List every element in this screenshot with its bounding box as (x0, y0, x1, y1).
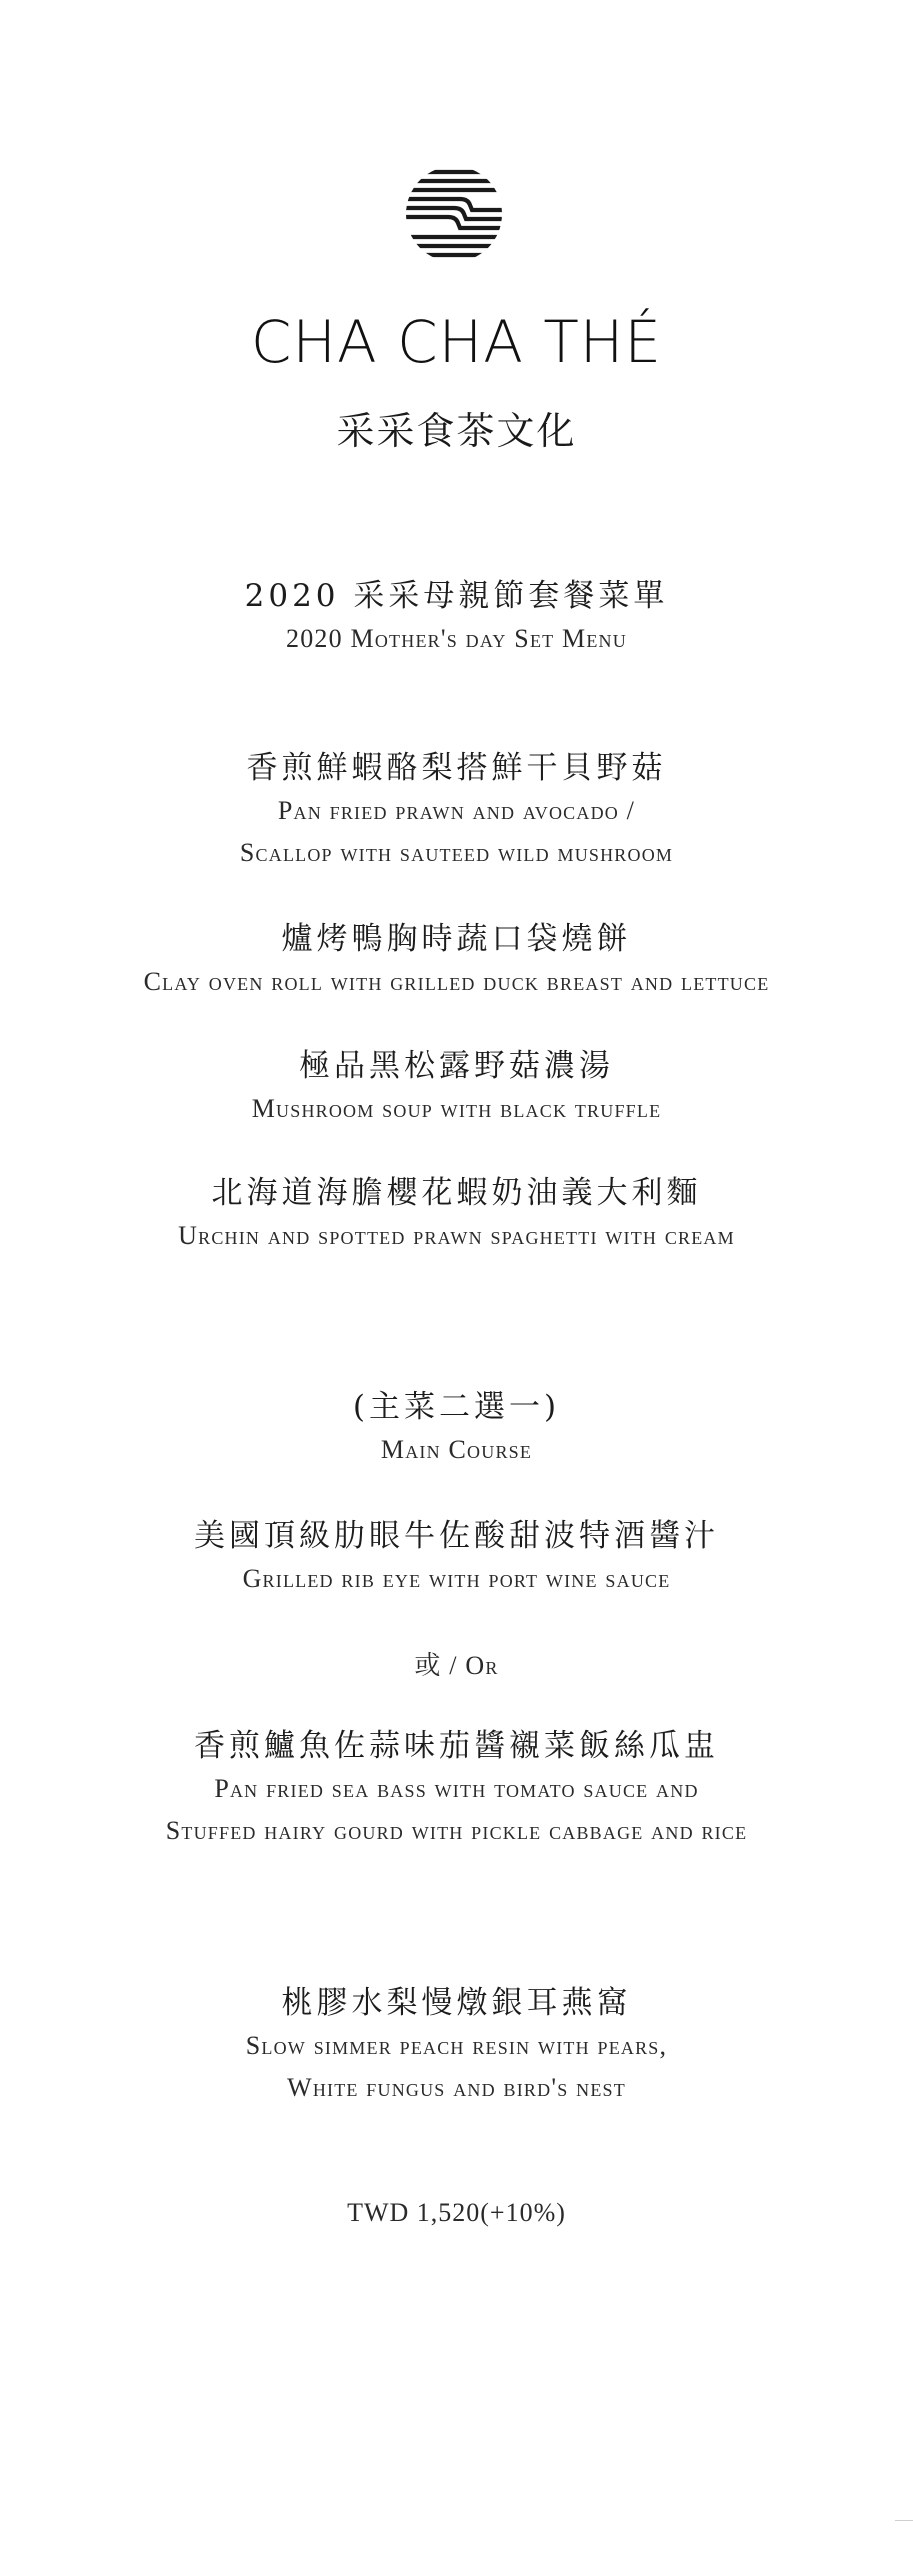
course-2-english: Clay oven roll with grilled duck breast and lettuce (143, 967, 770, 996)
course-4-english: Urchin and spotted prawn spaghetti with cream (178, 1221, 735, 1250)
course-1-english-line-2: Scallop with sauteed wild mushroom (239, 838, 674, 867)
course-3-chinese: 極品黑松露野菇濃湯 (299, 1048, 614, 1084)
dessert-chinese: 桃膠水梨慢燉銀耳燕窩 (281, 1985, 632, 2021)
dessert-english-line-2: White fungus and bird's nest (287, 2073, 626, 2102)
main-option-1-english: Grilled rib eye with port wine sauce (242, 1564, 671, 1593)
or-separator: 或 / Or (414, 1651, 499, 1680)
main-option-2-english-line-2: Stuffed hairy gourd with pickle cabbage and rice (165, 1816, 748, 1845)
course-3-english: Mushroom soup with black truffle (251, 1094, 662, 1123)
course-2-chinese: 爐烤鴨胸時蔬口袋燒餅 (281, 921, 632, 957)
page-edge-mark (895, 2520, 913, 2521)
main-option-2-english-line-1: Pan fried sea bass with tomato sauce and (214, 1774, 699, 1803)
main-course-heading-english: Main Course (380, 1435, 533, 1464)
course-1-english-line-1: Pan fried prawn and avocado / (277, 796, 636, 825)
dessert-english-line-1: Slow simmer peach resin with pears, (245, 2031, 668, 2060)
course-1-chinese: 香煎鮮蝦酪梨搭鮮干貝野菇 (246, 750, 667, 786)
main-option-2-chinese: 香煎鱸魚佐蒜味茄醬襯菜飯絲瓜盅 (194, 1728, 719, 1764)
main-course-heading-chinese: (主菜二選一) (352, 1389, 561, 1425)
wave-circle-logo (404, 164, 504, 264)
brand-name-chinese: 采采食茶文化 (336, 409, 577, 453)
menu-title-english: 2020 Mother's day Set Menu (286, 624, 627, 653)
price: TWD 1,520(+10%) (347, 2198, 566, 2227)
main-option-1-chinese: 美國頂級肋眼牛佐酸甜波特酒醬汁 (194, 1518, 719, 1554)
course-4-chinese: 北海道海膽櫻花蝦奶油義大利麵 (211, 1175, 702, 1211)
menu-title-chinese: 2020 采采母親節套餐菜單 (244, 578, 669, 614)
brand-name: CHA CHA THÉ (250, 308, 663, 376)
